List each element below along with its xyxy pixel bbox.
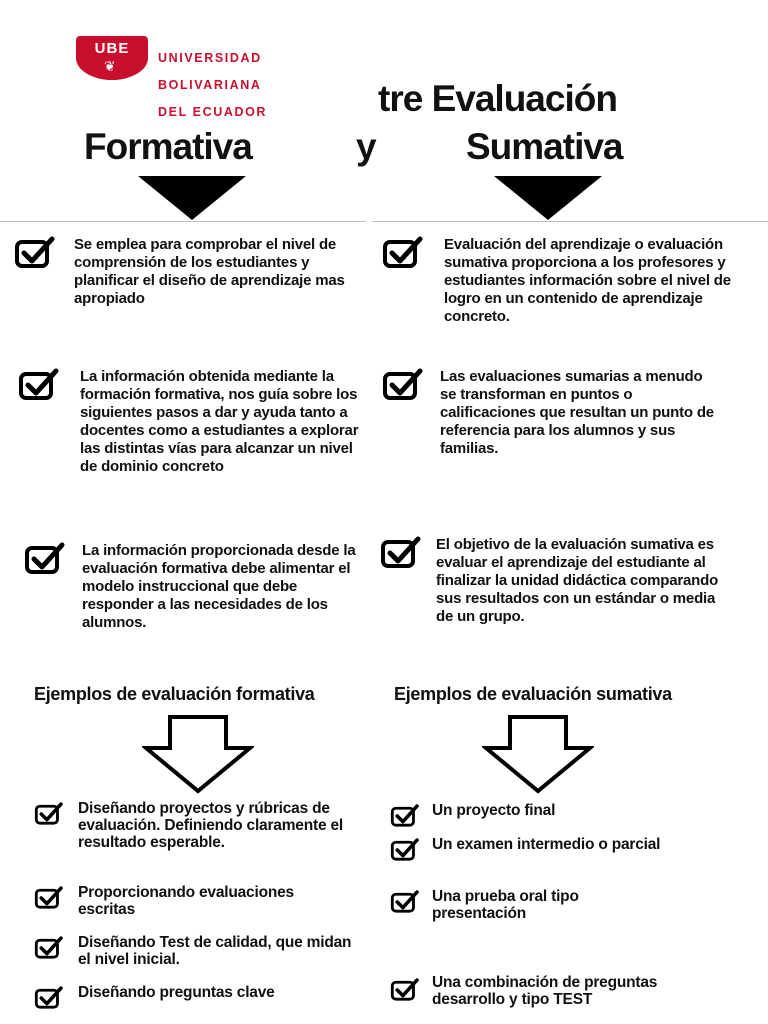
down-arrow-outline-icon-right xyxy=(482,714,594,794)
university-logo xyxy=(76,36,310,119)
checkbox-checked-icon xyxy=(380,536,422,570)
divider-left xyxy=(0,221,366,222)
checkbox-checked-icon xyxy=(34,802,64,826)
sumativa-example-text: Un examen intermedio o parcial xyxy=(432,836,661,853)
formativa-item-text: Se emplea para comprobar el nivel de comprensión de los estudiantes y planificar el diseño de aprendizaje mas apropiado xyxy=(74,236,345,307)
leaf-icon: ❦ xyxy=(104,58,116,74)
divider-right xyxy=(372,221,768,222)
checkbox-checked-icon xyxy=(24,542,66,576)
down-arrow-icon-left xyxy=(138,176,246,220)
checkbox-checked-icon xyxy=(390,890,420,914)
formativa-example-text: Proporcionando evaluaciones escritas xyxy=(78,884,294,918)
formativa-item-text: La información obtenida mediante la formación formativa, nos guía sobre los siguientes pasos a dar y ayuda tanto a docentes como a estudiantes a explorar las distintas vías para alcanzar un nivel de dominio concreto xyxy=(80,368,359,475)
logo-name xyxy=(158,38,267,133)
formativa-item-text: La información proporcionada desde la evaluación formativa debe alimentar el modelo instruccional que debe responder a las necesidades de los alumnos. xyxy=(82,542,356,631)
logo-badge xyxy=(76,36,148,80)
formativa-examples-heading: Ejemplos de evaluación formativa xyxy=(34,684,315,704)
sumativa-item-text: Evaluación del aprendizaje o evaluación sumativa proporciona a los profesores y estudiantes información sobre el nivel de logro en un contenido de aprendizaje concreto. xyxy=(444,236,731,325)
checkbox-checked-icon xyxy=(382,236,424,270)
formativa-example-text: Diseñando preguntas clave xyxy=(78,984,275,1001)
title-sumativa: Sumativa xyxy=(466,126,623,167)
logo-line-2: BOLIVARIANA xyxy=(158,77,262,92)
checkbox-checked-icon xyxy=(390,804,420,828)
logo-badge-text: UBE xyxy=(94,40,130,57)
logo-line-1: UNIVERSIDAD xyxy=(158,50,262,65)
sumativa-examples-heading: Ejemplos de evaluación sumativa xyxy=(394,684,672,704)
sumativa-example-text: Un proyecto final xyxy=(432,802,556,819)
checkbox-checked-icon xyxy=(34,936,64,960)
logo-line-3: DEL ECUADOR xyxy=(158,104,268,119)
sumativa-item-text: Las evaluaciones sumarias a menudo se transforman en puntos o calificaciones que resultan un punto de referencia para los alumnos y sus familias. xyxy=(440,368,714,457)
checkbox-checked-icon xyxy=(14,236,56,270)
sumativa-example-text: Una prueba oral tipo presentación xyxy=(432,888,579,922)
sumativa-item-text: El objetivo de la evaluación sumativa es evaluar el aprendizaje del estudiante al finalizar la unidad didáctica comparando sus resultados con un estándar o media de un grupo. xyxy=(436,536,719,625)
down-arrow-icon-right xyxy=(494,176,602,220)
title-formativa: Formativa xyxy=(84,126,252,167)
checkbox-checked-icon xyxy=(18,368,60,402)
checkbox-checked-icon xyxy=(34,986,64,1010)
down-arrow-outline-icon-left xyxy=(142,714,254,794)
checkbox-checked-icon xyxy=(34,886,64,910)
title-connector: y xyxy=(356,126,377,167)
checkbox-checked-icon xyxy=(390,838,420,862)
checkbox-checked-icon xyxy=(382,368,424,402)
formativa-example-text: Diseñando proyectos y rúbricas de evaluación. Definiendo claramente el resultado esperable. xyxy=(78,800,344,851)
sumativa-example-text: Una combinación de preguntas desarrollo y tipo TEST xyxy=(432,974,658,1008)
formativa-example-text: Diseñando Test de calidad, que midan el nivel inicial. xyxy=(78,934,352,968)
title-top: tre Evaluación xyxy=(378,78,617,119)
checkbox-checked-icon xyxy=(390,978,420,1002)
